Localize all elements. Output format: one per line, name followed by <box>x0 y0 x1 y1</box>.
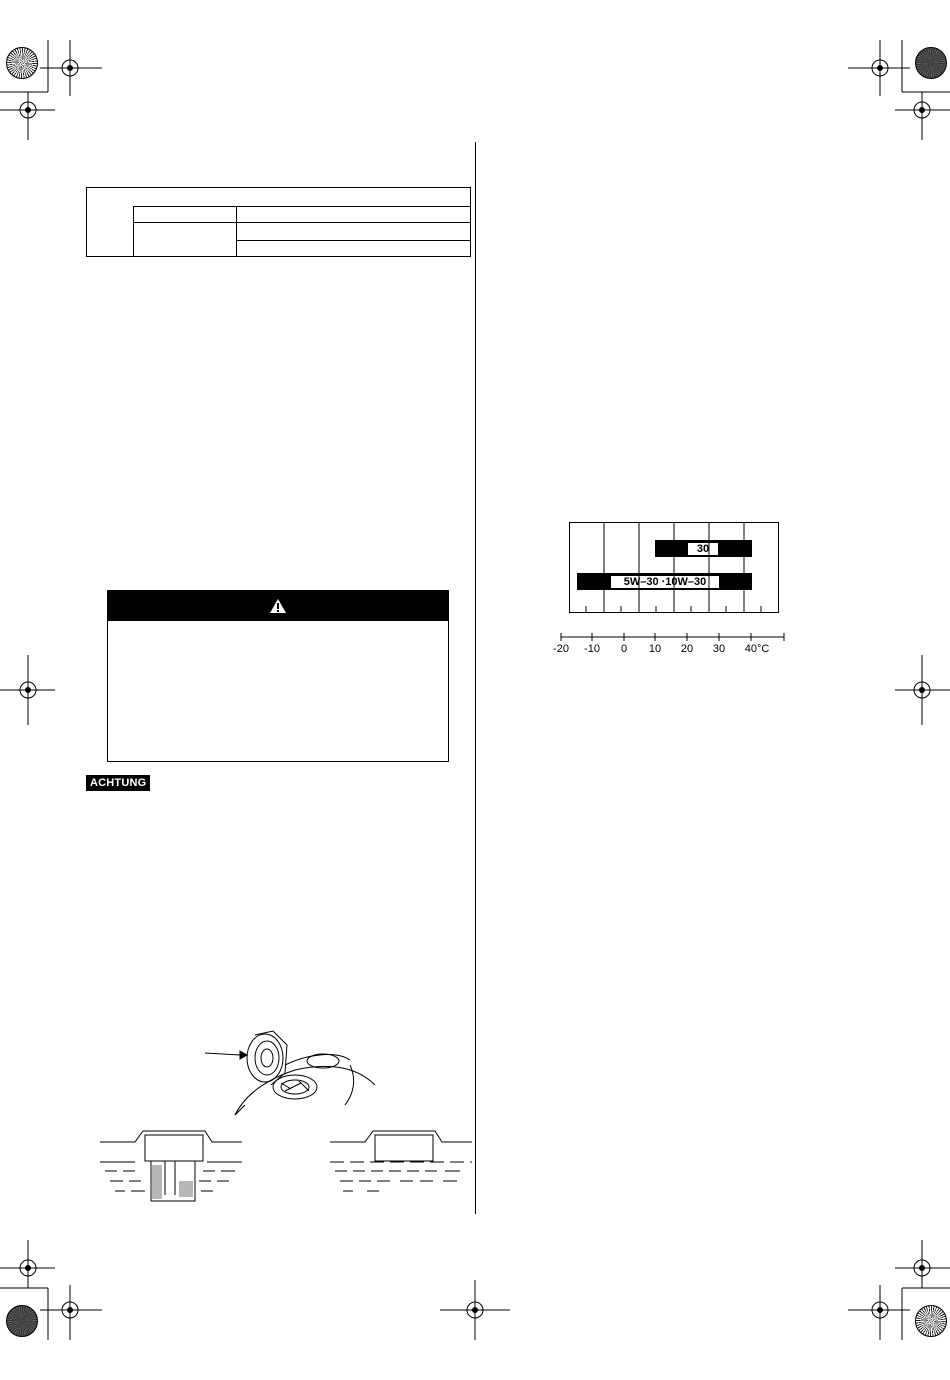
caution-label: ACHTUNG <box>86 775 150 791</box>
temperature-tick-label: 0 <box>620 643 628 655</box>
temperature-tick-label: -10 <box>584 643 600 655</box>
temperature-tick-label: 30 <box>712 643 726 655</box>
oil-viscosity-chart <box>569 522 779 613</box>
warning-header <box>108 591 448 621</box>
oil-filler-cap-illustration <box>95 1025 475 1215</box>
temperature-tick-label: 20 <box>680 643 694 655</box>
oil-grade-label: 5W–30 ·10W–30 <box>611 576 719 588</box>
temperature-tick-label: -20 <box>553 643 569 655</box>
warning-box <box>107 590 449 762</box>
oil-grade-label: 30 <box>688 543 718 555</box>
temperature-tick-label: 40°C <box>744 643 770 655</box>
warning-triangle-icon <box>269 598 287 614</box>
temperature-tick-label: 10 <box>648 643 662 655</box>
spec-table <box>86 187 471 257</box>
column-divider <box>475 142 476 1214</box>
